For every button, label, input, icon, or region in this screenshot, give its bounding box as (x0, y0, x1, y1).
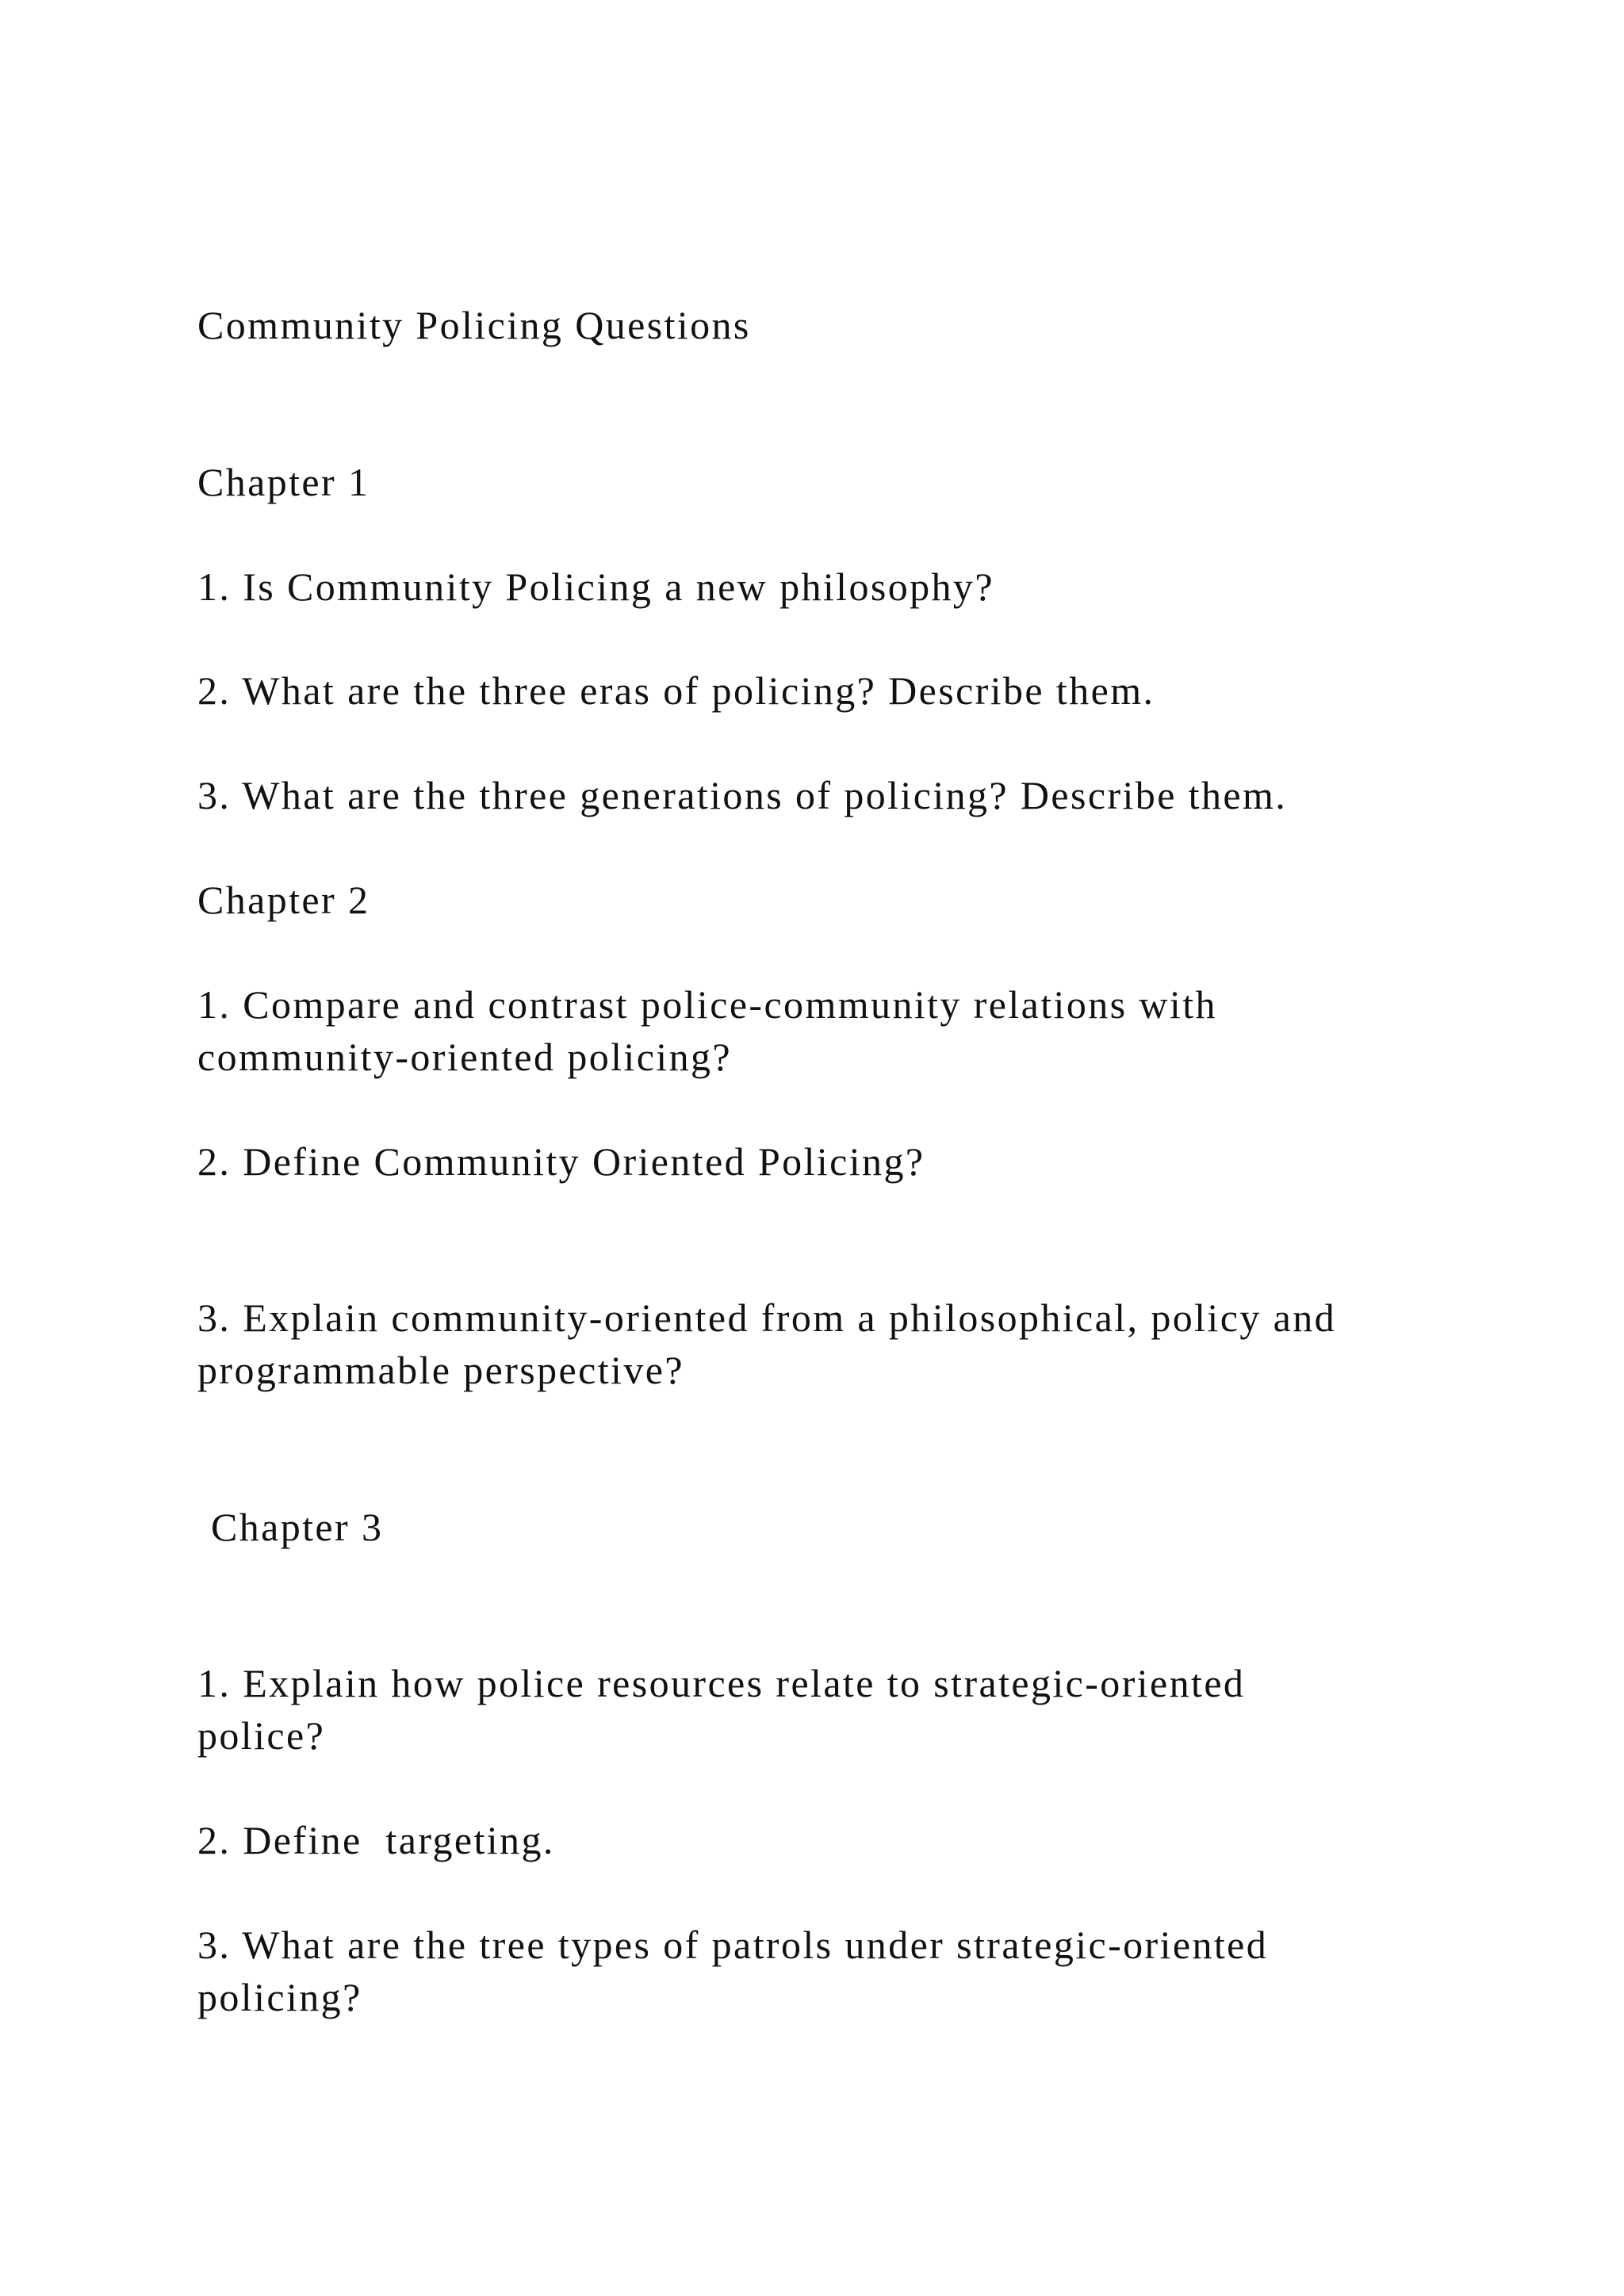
chapter-2-heading: Chapter 2 (197, 878, 370, 922)
chapter-3-question-1-line-2: police? (197, 1713, 326, 1758)
chapter-3-heading: Chapter 3 (211, 1505, 384, 1549)
chapter-2-question-1-line-2: community-oriented policing? (197, 1035, 732, 1079)
chapter-1-heading: Chapter 1 (197, 460, 370, 504)
chapter-1-question-1: 1. Is Community Policing a new philosophy? (197, 564, 994, 609)
chapter-2-question-3-line-1: 3. Explain community-oriented from a philosophical, policy and (197, 1295, 1337, 1340)
chapter-1-question-3: 3. What are the three generations of policing? Describe them. (197, 773, 1288, 817)
chapter-2-question-3-line-2: programmable perspective? (197, 1348, 684, 1392)
chapter-3-question-3-line-1: 3. What are the tree types of patrols under strategic-oriented (197, 1923, 1269, 1967)
chapter-3-question-2: 2. Define targeting. (197, 1818, 555, 1862)
chapter-1-question-2: 2. What are the three eras of policing? Describe them. (197, 668, 1155, 713)
chapter-3-question-3-line-2: policing? (197, 1975, 362, 2019)
chapter-2-question-2: 2. Define Community Oriented Policing? (197, 1139, 925, 1184)
chapter-2-question-1-line-1: 1. Compare and contrast police-community relations with (197, 982, 1217, 1027)
chapter-3-question-1-line-1: 1. Explain how police resources relate to strategic-oriented (197, 1661, 1246, 1705)
document-title: Community Policing Questions (197, 303, 751, 347)
